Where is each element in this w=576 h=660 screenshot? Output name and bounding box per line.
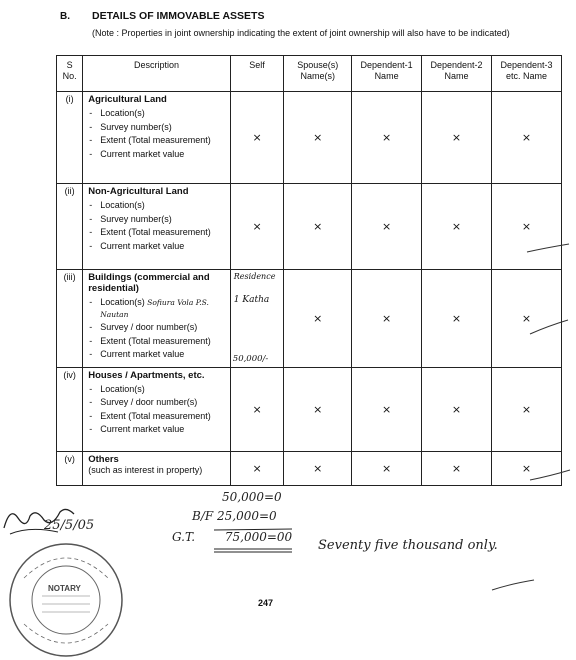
row-item: - Current market value bbox=[86, 349, 227, 361]
row-item: - Survey number(s) bbox=[86, 122, 227, 134]
table-row bbox=[57, 451, 562, 485]
header-description: Description bbox=[83, 56, 231, 92]
self-extent: 1 Katha bbox=[233, 295, 270, 306]
cell-self bbox=[230, 270, 284, 367]
cell-dependent-3: × bbox=[492, 270, 562, 367]
total-double-underline bbox=[214, 547, 294, 555]
row-category: Agricultural Land bbox=[88, 94, 167, 105]
table-row bbox=[57, 270, 562, 367]
section-title: DETAILS OF IMMOVABLE ASSETS bbox=[92, 10, 265, 22]
cell-dependent-2: × bbox=[422, 367, 492, 451]
margin-tick-mark bbox=[528, 468, 574, 488]
cell-dependent-1: × bbox=[352, 184, 422, 270]
row-item: - Extent (Total measurement) bbox=[86, 135, 227, 147]
row-sno: (iii) bbox=[57, 270, 83, 367]
cell-spouse: × bbox=[284, 92, 352, 184]
margin-tick-mark bbox=[525, 238, 575, 278]
table-row bbox=[57, 184, 562, 270]
margin-tick-mark bbox=[528, 316, 574, 340]
total-line-2: B/F 25,000=0 bbox=[192, 509, 277, 523]
row-item: - Location(s) bbox=[86, 200, 227, 212]
table-row bbox=[57, 367, 562, 451]
row-description bbox=[83, 270, 231, 367]
row-category-note: (such as interest in property) bbox=[88, 464, 203, 475]
row-item: - Current market value bbox=[86, 149, 227, 161]
cell-dependent-2: × bbox=[422, 451, 492, 485]
cell-dependent-3: × bbox=[492, 92, 562, 184]
handwritten-location: Sofiura Vola P.S. Nautan bbox=[100, 298, 209, 319]
row-item: - Survey / door number(s) bbox=[86, 397, 227, 409]
row-category: Others bbox=[88, 453, 119, 465]
cell-spouse: × bbox=[284, 367, 352, 451]
header-dependent-1: Dependent-1 Name bbox=[352, 56, 422, 92]
self-residence: Residence bbox=[233, 272, 276, 282]
row-sno: (i) bbox=[57, 92, 83, 184]
cell-self: × bbox=[230, 451, 284, 485]
row-item: - Extent (Total measurement) bbox=[86, 336, 227, 348]
cell-dependent-3: × bbox=[492, 451, 562, 485]
header-dependent-2: Dependent-2 Name bbox=[422, 56, 492, 92]
gt-prefix: G.T. bbox=[172, 530, 196, 544]
row-item: - Survey number(s) bbox=[86, 214, 227, 226]
row-item: - Location(s) Sofiura Vola P.S. Nautan bbox=[86, 297, 227, 320]
cell-dependent-1: × bbox=[352, 451, 422, 485]
total-line-1: 50,000=0 bbox=[222, 490, 282, 504]
cell-dependent-1: × bbox=[352, 270, 422, 367]
cell-dependent-1: × bbox=[352, 367, 422, 451]
cell-self: × bbox=[230, 184, 284, 270]
row-description bbox=[83, 184, 231, 270]
cell-dependent-2: × bbox=[422, 184, 492, 270]
cell-dependent-3: × bbox=[492, 367, 562, 451]
amount-in-words: Seventy five thousand only. bbox=[318, 538, 498, 553]
immovable-assets-table bbox=[56, 55, 562, 486]
row-description bbox=[83, 451, 231, 485]
notary-stamp-seal bbox=[6, 538, 126, 660]
row-sno: (iv) bbox=[57, 367, 83, 451]
row-item: - Current market value bbox=[86, 241, 227, 253]
row-item: - Location(s) bbox=[86, 108, 227, 120]
cell-dependent-3: × bbox=[492, 184, 562, 270]
header-sno: S No. bbox=[57, 56, 83, 92]
self-market-value: 50,000/- bbox=[232, 353, 269, 364]
row-item: - Extent (Total measurement) bbox=[86, 227, 227, 239]
row-category: Houses / Apartments, etc. bbox=[88, 369, 205, 381]
row-item: - Survey / door number(s) bbox=[86, 322, 227, 334]
cell-dependent-2: × bbox=[422, 270, 492, 367]
row-description bbox=[83, 92, 231, 184]
header-dependent-3: Dependent-3 etc. Name bbox=[492, 56, 562, 92]
row-category: Non-Agricultural Land bbox=[88, 186, 189, 198]
cell-spouse: × bbox=[284, 184, 352, 270]
cell-self: × bbox=[230, 367, 284, 451]
row-category: Buildings (commercial and residential) bbox=[88, 272, 210, 295]
row-sno: (v) bbox=[57, 451, 83, 485]
cell-spouse: × bbox=[284, 270, 352, 367]
page-number: 247 bbox=[258, 598, 274, 608]
row-item: - Location(s) bbox=[86, 384, 227, 396]
section-letter: B. bbox=[60, 11, 70, 22]
total-line-3: G.T. 75,000=00 bbox=[172, 530, 293, 544]
header-self: Self bbox=[230, 56, 284, 92]
notary-stamp-label: NOTARY bbox=[48, 584, 81, 593]
header-spouse: Spouse(s) Name(s) bbox=[284, 56, 352, 92]
bf-prefix: B/F bbox=[192, 509, 214, 523]
cell-self: × bbox=[230, 92, 284, 184]
row-description bbox=[83, 367, 231, 451]
row-item: - Extent (Total measurement) bbox=[86, 411, 227, 423]
pen-stroke bbox=[490, 578, 536, 592]
section-note: (Note : Properties in joint ownership indicating the extent of joint ownership will also have to be indicated) bbox=[92, 28, 510, 38]
table-row bbox=[57, 92, 562, 184]
row-item: - Current market value bbox=[86, 424, 227, 436]
cell-dependent-2: × bbox=[422, 92, 492, 184]
signature-date: 25/5/05 bbox=[44, 518, 95, 533]
cell-spouse: × bbox=[284, 451, 352, 485]
row-sno: (ii) bbox=[57, 184, 83, 270]
cell-dependent-1: × bbox=[352, 92, 422, 184]
